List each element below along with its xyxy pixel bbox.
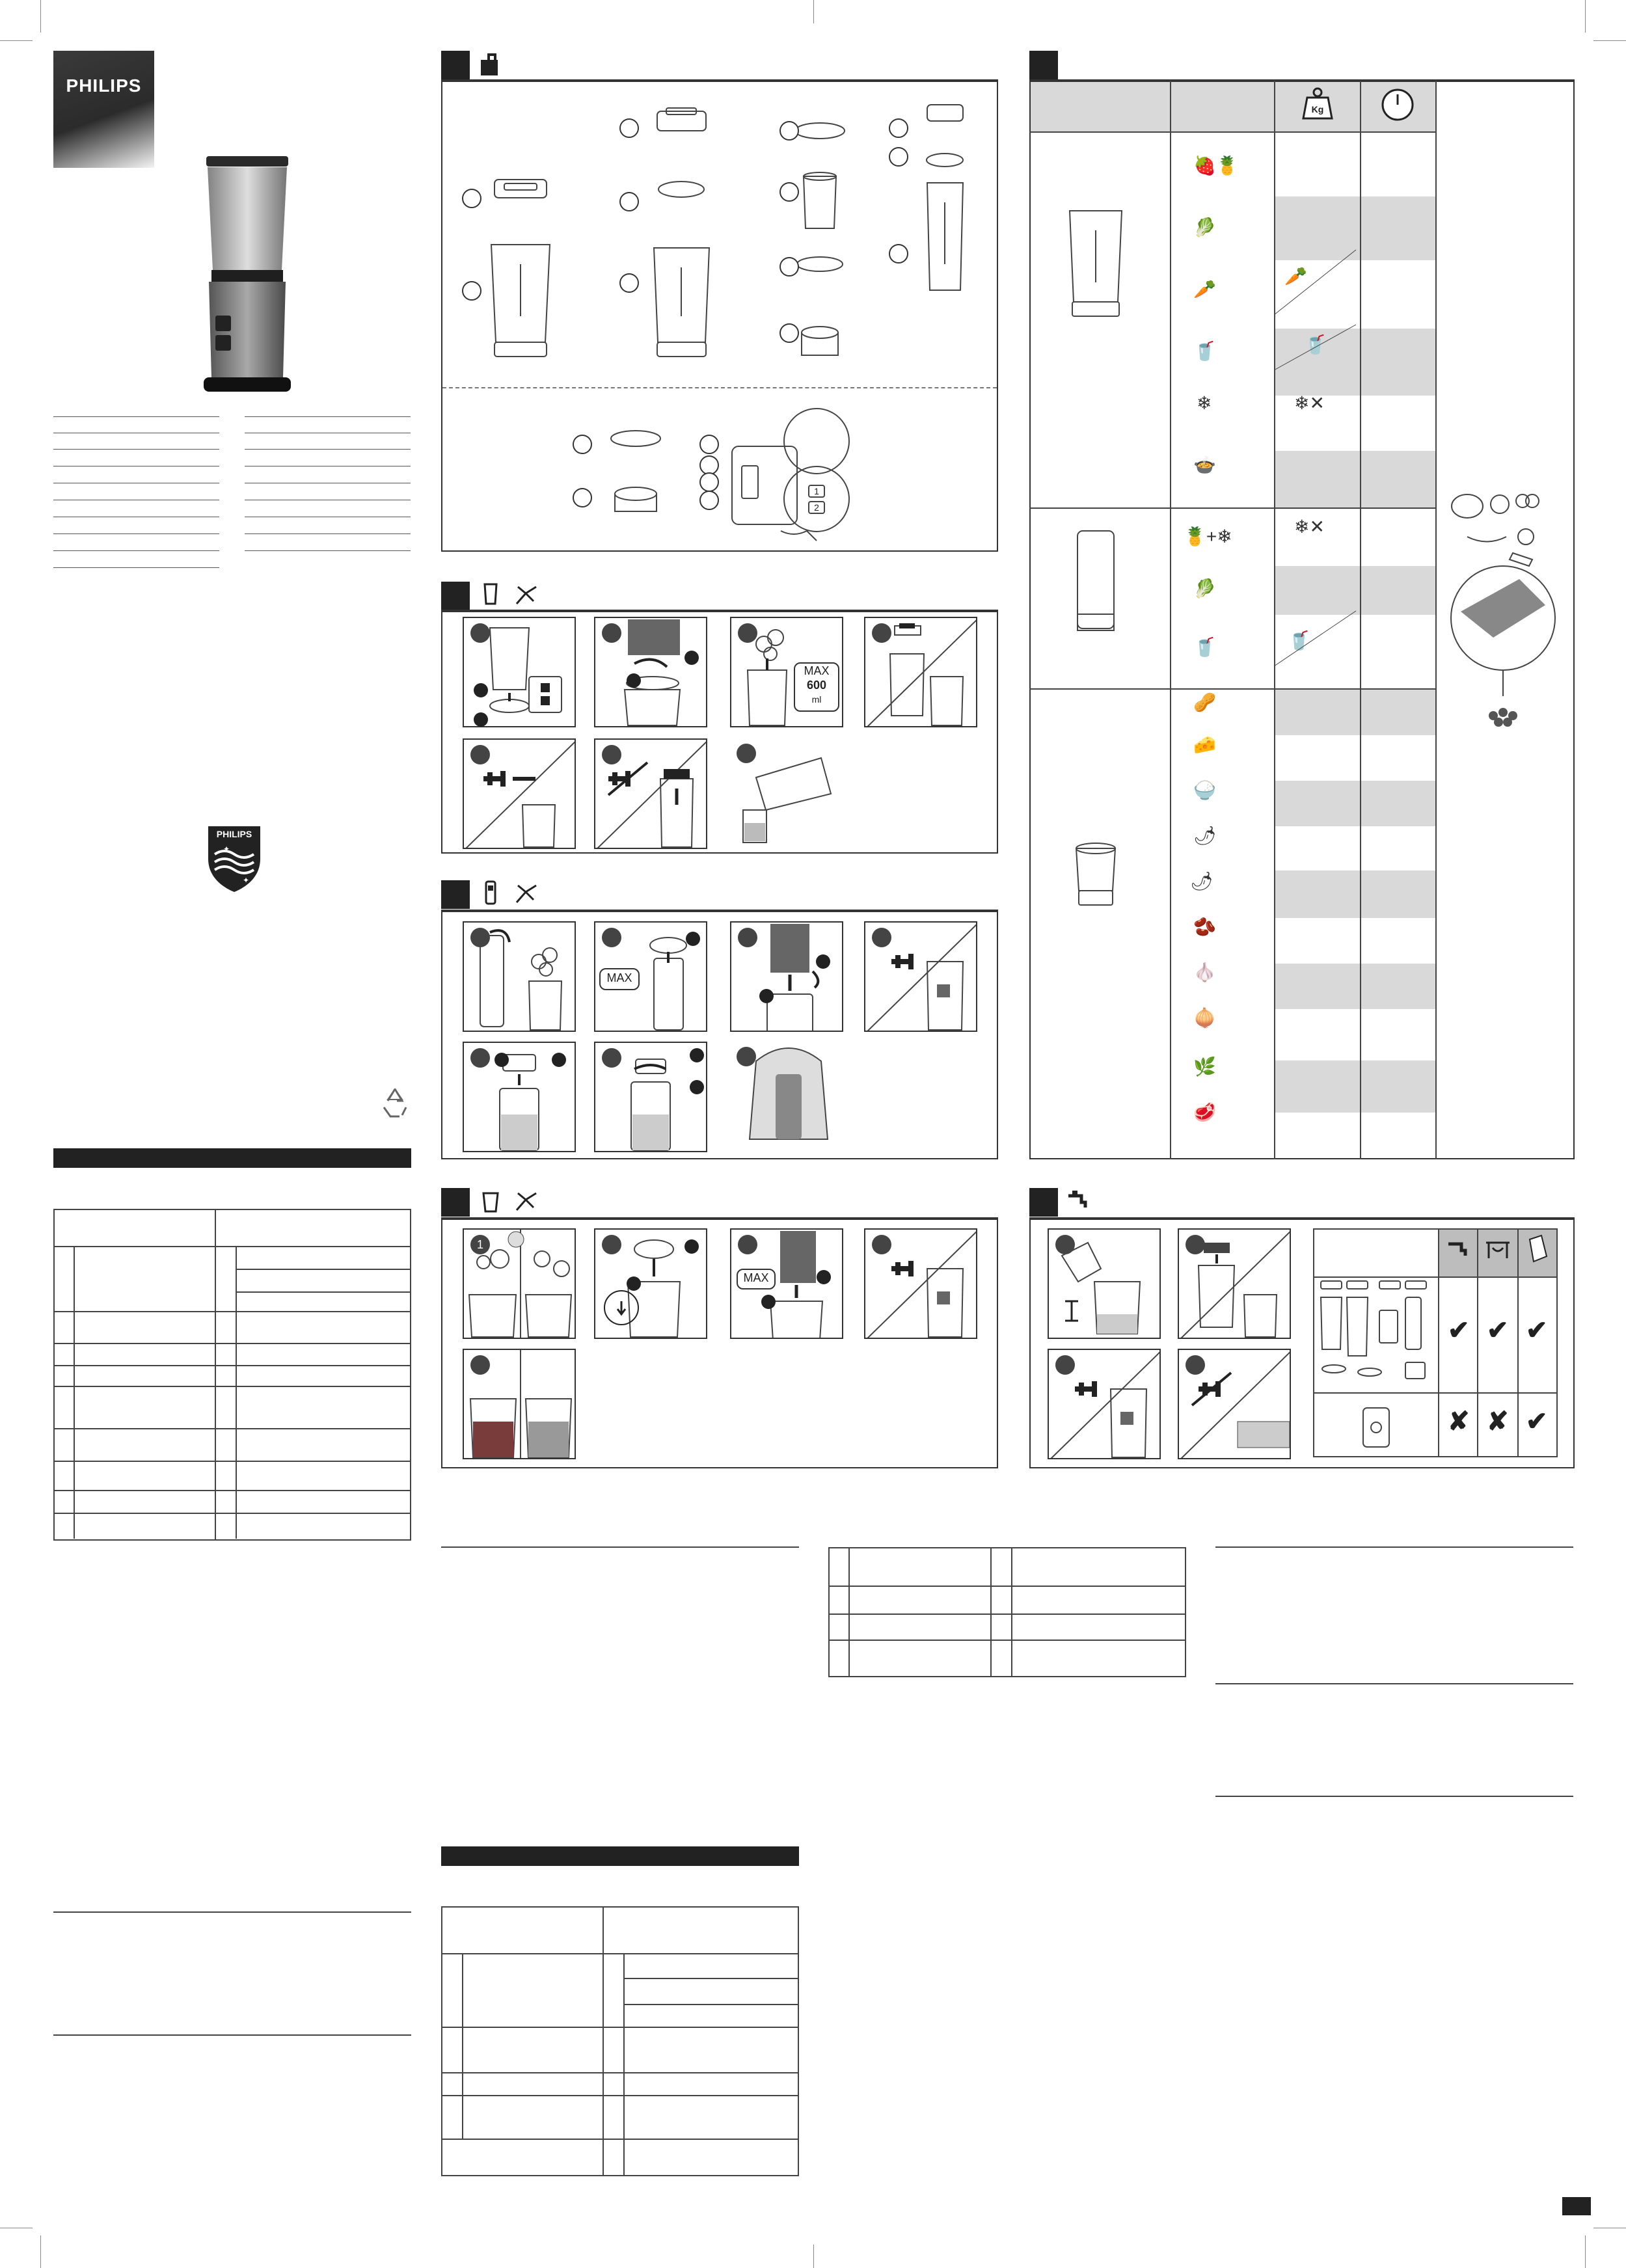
divider bbox=[441, 1546, 799, 1548]
svg-text:🫘: 🫘 bbox=[1193, 917, 1216, 937]
part-callout bbox=[779, 257, 799, 277]
section-number-box bbox=[441, 51, 470, 79]
step-dot bbox=[627, 1276, 641, 1291]
svg-text:🌶: 🌶 bbox=[1193, 826, 1217, 846]
cleaning-parts bbox=[1314, 1278, 1438, 1456]
section-bar bbox=[441, 1846, 799, 1866]
svg-text:🥤: 🥤 bbox=[1304, 334, 1327, 355]
section-number-box bbox=[441, 1188, 470, 1217]
part-callout bbox=[573, 435, 592, 454]
step-tile bbox=[463, 617, 576, 727]
step-dot bbox=[761, 1295, 776, 1309]
part-callout bbox=[699, 435, 719, 454]
not-allowed-mark: ✘ bbox=[1487, 1407, 1509, 1436]
part-callout bbox=[779, 182, 799, 202]
step-tile bbox=[463, 921, 576, 1032]
dishwasher-safe-check: ✔ bbox=[1487, 1316, 1509, 1345]
blade-icon bbox=[514, 880, 539, 906]
recycle-icon bbox=[377, 1085, 413, 1120]
svg-text:🥤: 🥤 bbox=[1193, 341, 1216, 361]
part-callout bbox=[779, 323, 799, 343]
divider bbox=[1215, 1546, 1573, 1548]
section-bar bbox=[53, 1148, 411, 1168]
step-dot bbox=[690, 1080, 704, 1094]
fold-mark bbox=[813, 2245, 814, 2268]
button-label-two: 2 bbox=[814, 502, 819, 513]
step-tile bbox=[463, 1349, 576, 1459]
svg-text:🥤: 🥤 bbox=[1193, 637, 1216, 657]
section-number-box bbox=[441, 582, 470, 610]
svg-text:❄✕: ❄✕ bbox=[1294, 393, 1325, 413]
section-number-box bbox=[1029, 1188, 1058, 1217]
dishwasher-icon bbox=[1484, 1236, 1512, 1262]
tap-icon bbox=[1446, 1236, 1470, 1262]
svg-text:🥜: 🥜 bbox=[1193, 692, 1216, 712]
section-number-box bbox=[1029, 51, 1058, 79]
max-unit: ml bbox=[811, 694, 822, 705]
fold-mark bbox=[813, 0, 814, 23]
col-rule bbox=[1517, 1228, 1519, 1457]
dishwasher-safe-check: ✔ bbox=[1448, 1316, 1470, 1345]
crop-mark bbox=[1593, 40, 1626, 41]
svg-text:🧅: 🧅 bbox=[1193, 1008, 1216, 1028]
max-value: 600 bbox=[806, 679, 827, 692]
part-callout bbox=[889, 118, 908, 138]
step-number: 1 bbox=[470, 1235, 490, 1254]
philips-logo: PHILIPS bbox=[53, 51, 154, 168]
svg-text:🍓🍍: 🍓🍍 bbox=[1193, 155, 1239, 176]
svg-text:❄: ❄ bbox=[1197, 393, 1212, 413]
crop-mark bbox=[1585, 0, 1586, 33]
step-tile bbox=[730, 617, 843, 727]
chopper-cup-icon bbox=[478, 1188, 503, 1214]
step-dot bbox=[817, 1270, 831, 1284]
step-dot bbox=[474, 712, 488, 727]
button-label-one: 1 bbox=[814, 486, 819, 496]
col-rule bbox=[1438, 1228, 1439, 1457]
blade-icon bbox=[514, 1188, 539, 1214]
page-number-box bbox=[1562, 2197, 1591, 2215]
weight-icon bbox=[1298, 85, 1337, 124]
crop-mark bbox=[40, 0, 41, 33]
part-callout bbox=[619, 118, 639, 138]
step-dot bbox=[474, 683, 488, 697]
max-label: MAX bbox=[599, 968, 640, 990]
blender-jar-icon bbox=[478, 582, 503, 608]
part-callout bbox=[619, 273, 639, 293]
crop-mark bbox=[40, 2235, 41, 2268]
step-tile bbox=[730, 1042, 843, 1152]
usage-illustrations bbox=[1031, 133, 1434, 1158]
part-callout bbox=[462, 189, 481, 208]
crop-mark bbox=[0, 40, 33, 41]
step-dot bbox=[686, 932, 700, 946]
svg-text:✦: ✦ bbox=[243, 876, 250, 885]
step-tile bbox=[730, 921, 843, 1032]
step-dot bbox=[684, 651, 699, 665]
step-tile bbox=[864, 617, 977, 727]
svg-text:🥩: 🥩 bbox=[1193, 1102, 1216, 1122]
step-dot bbox=[495, 1053, 509, 1067]
allowed-mark: ✔ bbox=[1526, 1407, 1548, 1436]
step-tile bbox=[1178, 1349, 1291, 1459]
svg-text:🧀: 🧀 bbox=[1193, 735, 1216, 755]
col-rule bbox=[1435, 81, 1437, 1159]
svg-text:🍲: 🍲 bbox=[1193, 455, 1216, 475]
part-callout bbox=[573, 488, 592, 507]
crop-mark bbox=[1585, 2235, 1586, 2268]
divider bbox=[53, 2034, 411, 2036]
step-tile bbox=[463, 738, 576, 849]
svg-text:🍍+❄: 🍍+❄ bbox=[1184, 526, 1232, 547]
step-dot bbox=[552, 1053, 566, 1067]
svg-text:✦: ✦ bbox=[223, 844, 230, 854]
step-tile bbox=[463, 1228, 576, 1339]
step-dot bbox=[759, 989, 774, 1003]
svg-text:🍚: 🍚 bbox=[1193, 780, 1216, 800]
part-callout bbox=[462, 281, 481, 301]
svg-text:🥤: 🥤 bbox=[1288, 630, 1310, 651]
svg-text:❄✕: ❄✕ bbox=[1294, 517, 1325, 537]
svg-text:🌿: 🌿 bbox=[1193, 1057, 1216, 1077]
not-allowed-mark: ✘ bbox=[1448, 1407, 1470, 1436]
svg-text:🧄: 🧄 bbox=[1193, 962, 1216, 982]
philips-shield-logo bbox=[205, 823, 264, 895]
divider bbox=[1215, 1683, 1573, 1684]
part-callout bbox=[779, 121, 799, 141]
step-tile bbox=[594, 738, 707, 849]
part-callout bbox=[699, 491, 719, 510]
divider bbox=[1215, 1796, 1573, 1797]
svg-text:🌶: 🌶 bbox=[1190, 871, 1213, 891]
svg-text:🥬: 🥬 bbox=[1193, 578, 1216, 599]
step-tile bbox=[864, 1228, 977, 1339]
parts-illustration bbox=[442, 82, 997, 550]
part-callout bbox=[699, 472, 719, 492]
part-callout bbox=[889, 147, 908, 167]
part-callout bbox=[619, 192, 639, 211]
dishwasher-safe-check: ✔ bbox=[1526, 1316, 1548, 1345]
step-tile bbox=[1048, 1349, 1161, 1459]
box-icon bbox=[478, 52, 503, 78]
step-dot bbox=[816, 954, 830, 969]
weight-label: Kg bbox=[1311, 104, 1324, 115]
step-dot bbox=[627, 673, 641, 688]
shield-text: PHILIPS bbox=[216, 829, 252, 839]
step-dot bbox=[690, 1048, 704, 1062]
cutting-tip-illustration bbox=[1441, 475, 1565, 735]
part-callout bbox=[889, 244, 908, 263]
tap-icon bbox=[1066, 1188, 1091, 1214]
step-tile bbox=[864, 921, 977, 1032]
max-label: MAX bbox=[804, 664, 830, 677]
divider bbox=[53, 1911, 411, 1913]
cloth-icon bbox=[1526, 1233, 1549, 1264]
step-tile bbox=[594, 617, 707, 727]
svg-text:🥬: 🥬 bbox=[1193, 217, 1216, 237]
blender-product-image bbox=[192, 153, 303, 400]
blade-icon bbox=[514, 582, 539, 608]
step-tile bbox=[1048, 1228, 1161, 1339]
table-header-bg bbox=[1031, 82, 1435, 131]
step-dot bbox=[684, 1239, 699, 1254]
step-tile bbox=[1178, 1228, 1291, 1339]
bottle-icon bbox=[478, 880, 503, 906]
svg-text:🥕: 🥕 bbox=[1193, 279, 1216, 299]
step-tile bbox=[730, 738, 843, 849]
section-number-box bbox=[441, 880, 470, 909]
clock-icon bbox=[1379, 87, 1416, 123]
max-label: MAX bbox=[737, 1269, 776, 1289]
svg-text:🥕: 🥕 bbox=[1284, 266, 1307, 286]
col-rule bbox=[1477, 1228, 1478, 1457]
